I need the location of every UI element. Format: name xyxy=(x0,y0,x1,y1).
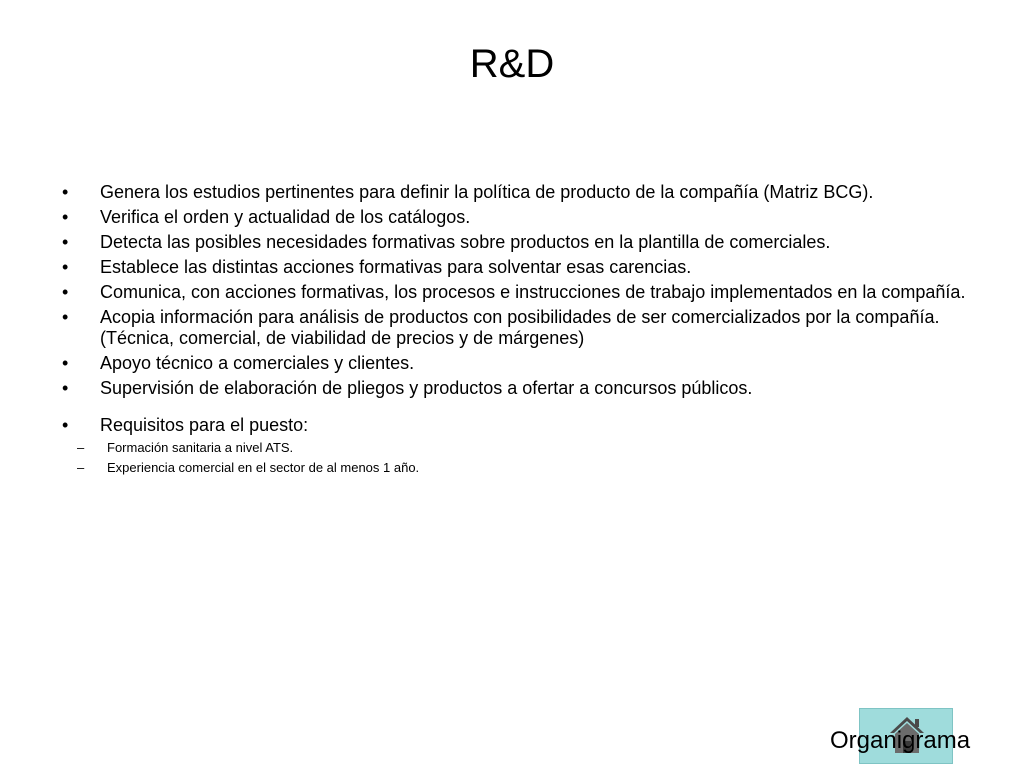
bullet-marker: • xyxy=(62,353,69,373)
list-item xyxy=(62,182,972,203)
list-item xyxy=(62,207,972,228)
dash-marker: – xyxy=(77,440,85,455)
bullet-marker: • xyxy=(62,282,69,302)
list-item-text: Establece las distintas acciones formativas para solventar esas carencias. xyxy=(100,257,692,277)
bullet-marker: • xyxy=(62,307,69,327)
bullet-marker: • xyxy=(62,415,69,435)
list-item-text: Apoyo técnico a comerciales y clientes. xyxy=(100,353,415,373)
list-item xyxy=(62,307,972,349)
list-item-text: Comunica, con acciones formativas, los procesos e instrucciones de trabajo implementados en la compañía. xyxy=(100,282,966,302)
list-item-text: Acopia información para análisis de productos con posibilidades de ser comercializados por la compañía. (Técnica, comercial, de viabilidad de precios y de márgenes) xyxy=(100,307,940,348)
dash-marker: – xyxy=(77,460,85,475)
bullet-marker: • xyxy=(62,257,69,277)
slide-title: R&D xyxy=(469,42,555,86)
bullet-marker: • xyxy=(62,378,69,398)
organigrama-link[interactable]: Organigrama xyxy=(830,727,971,754)
list-item xyxy=(62,378,972,399)
list-item-text: Genera los estudios pertinentes para definir la política de producto de la compañía (Matriz BCG). xyxy=(100,182,874,202)
list-item xyxy=(62,353,972,374)
bullet-marker: • xyxy=(62,207,69,227)
sub-list-item xyxy=(62,438,972,458)
list-item-text: Verifica el orden y actualidad de los catálogos. xyxy=(100,207,471,227)
responsibilities-list xyxy=(62,182,972,482)
list-item xyxy=(62,257,972,278)
requirements-list xyxy=(77,438,972,478)
list-item-text: Detecta las posibles necesidades formativas sobre productos en la plantilla de comerciales. xyxy=(100,232,831,252)
list-item xyxy=(62,282,972,303)
list-item xyxy=(62,232,972,253)
list-item-text: Supervisión de elaboración de pliegos y productos a ofertar a concursos públicos. xyxy=(100,378,753,398)
requirements-item xyxy=(62,415,972,478)
bullet-marker: • xyxy=(62,182,69,202)
requirements-heading: Requisitos para el puesto: xyxy=(100,415,309,435)
sub-list-item xyxy=(62,458,972,478)
sub-list-item-text: Formación sanitaria a nivel ATS. xyxy=(107,440,294,455)
bullet-marker: • xyxy=(62,232,69,252)
sub-list-item-text: Experiencia comercial en el sector de al menos 1 año. xyxy=(107,460,420,475)
